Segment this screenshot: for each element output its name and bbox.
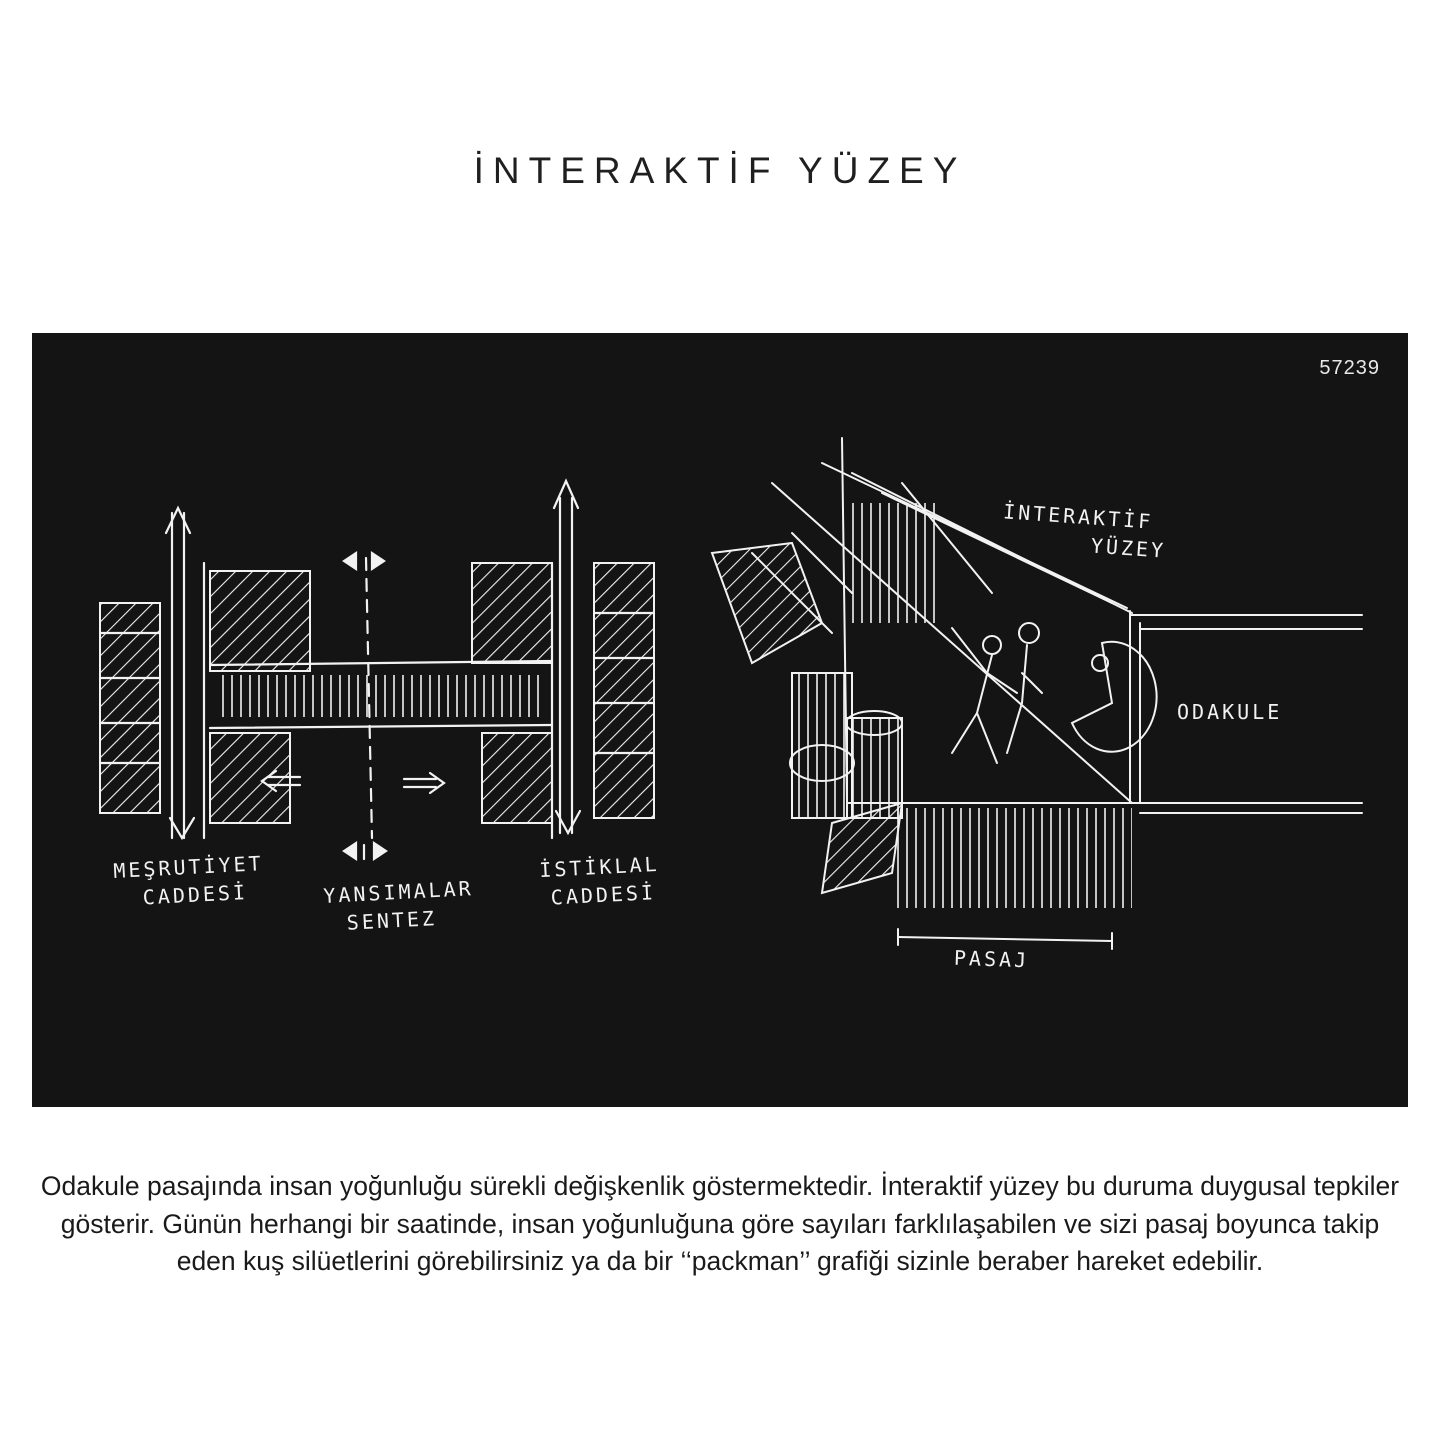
label-line: CADDESİ — [142, 879, 249, 910]
label-yansimalar-sentez — [323, 874, 476, 938]
plan-sketch — [100, 481, 654, 859]
label-line: YÜZEY — [1090, 533, 1167, 563]
label-pasaj: PASAJ — [953, 945, 1030, 973]
label-line: CADDESİ — [550, 880, 657, 910]
board-code: 57239 — [1319, 357, 1380, 379]
label-line: YANSIMALAR — [322, 876, 475, 908]
label-interaktif-yuzey — [1000, 497, 1169, 564]
label-line: İSTİKLAL — [538, 851, 661, 883]
label-istiklal-caddesi — [539, 850, 662, 912]
label-line: SENTEZ — [346, 906, 438, 935]
sketch-board — [32, 333, 1408, 1107]
description-text: Odakule pasajında insan yoğunluğu sürekli değişkenlik göstermektedir. İnteraktif yüzey bu duruma duygusal tepkiler gösterir. Günün herhangi bir saatinde, insan yoğunluğuna göre sayıları farklılaşabilen ve sizi pasaj boyunca takip eden kuş silüetlerini görebilirsiniz ya da bir ‘‘packman’’ grafiği sizinle beraber hareket edebilir. — [40, 1171, 1400, 1276]
page-title: İNTERAKTİF YÜZEY — [473, 150, 967, 191]
label-line: İNTERAKTİF — [1002, 499, 1155, 534]
label-mesrutiyet-caddesi — [113, 849, 266, 913]
label-line: MEŞRUTİYET — [112, 851, 265, 883]
label-odakule: ODAKULE — [1177, 700, 1283, 724]
